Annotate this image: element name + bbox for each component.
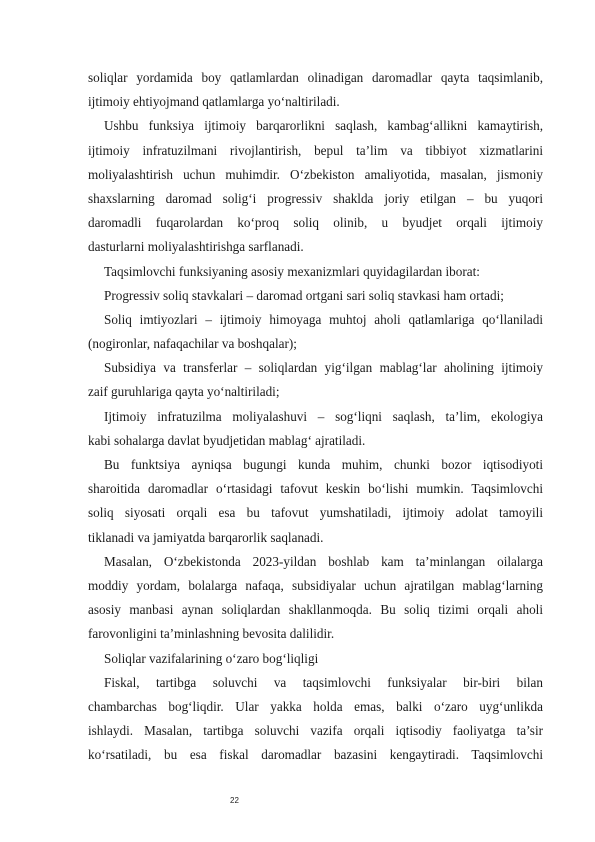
text-line: ijtimoiy infratuzilmani rivojlantirish, bepul ta’lim va tibbiyot xizmatlarini — [88, 142, 543, 158]
text-line: Subsidiya va transferlar – soliqlardan yig‘ilgan mablag‘lar aholining ijtimoiy — [104, 360, 543, 376]
text-line: kabi sohalarga davlat byudjetidan mablag‘ ajratiladi. — [88, 432, 366, 448]
text-line: Bu funktsiya ayniqsa bugungi kunda muhim, chunki bozor iqtisodiyoti — [104, 457, 543, 472]
text-line: tiklanadi va jamiyatda barqarorlik saqlanadi. — [88, 529, 324, 545]
text-line: soliqlar yordamida boy qatlamlardan olinadigan daromadlar qayta taqsimlanib, — [88, 70, 543, 85]
text-line: asosiy manbasi aynan soliqlardan shakllanmoqda. Bu soliq tizimi orqali aholi — [88, 602, 543, 618]
text-line: moddiy yordam, bolalarga nafaqa, subsidiyalar uchun ajratilgan mablag‘larning — [88, 577, 543, 593]
text-line: Ushbu funksiya ijtimoiy barqarorlikni saqlash, kambag‘allikni kamaytirish, — [104, 118, 543, 134]
text-line: Soliqlar vazifalarining o‘zaro bog‘liqligi — [104, 650, 319, 666]
text-line: (nogironlar, nafaqachilar va boshqalar); — [88, 336, 297, 352]
text-line: Soliq imtiyozlari – ijtimoiy himoyaga muhtoj aholi qatlamlariga qo‘llaniladi — [104, 311, 543, 327]
document-body — [88, 66, 543, 767]
text-line: Progressiv soliq stavkalari – daromad ortgani sari soliq stavkasi ham ortadi; — [104, 287, 504, 303]
text-line: ishlaydi. Masalan, tartibga soluvchi vazifa orqali iqtisodiy faoliyatga ta’sir — [88, 723, 543, 739]
text-line: farovonligini ta’minlashning bevosita dalilidir. — [88, 626, 335, 642]
text-line: Taqsimlovchi funksiyaning asosiy mexanizmlari quyidagilardan iborat: — [104, 263, 480, 279]
text-line: moliyalashtirish uchun muhimdir. O‘zbekiston amaliyotida, masalan, jismoniy — [88, 166, 543, 182]
text-line: chambarchas bog‘liqdir. Ular yakka holda emas, balki o‘zaro uyg‘unlikda — [88, 698, 543, 714]
text-line: ijtimoiy ehtiyojmand qatlamlarga yo‘naltiriladi. — [88, 94, 340, 110]
text-line: Ijtimoiy infratuzilma moliyalashuvi – sog‘liqni saqlash, ta’lim, ekologiya — [104, 408, 543, 424]
text-line: zaif guruhlariga qayta yo‘naltiriladi; — [88, 384, 280, 400]
page-number: 22 — [230, 796, 239, 805]
text-line: daromadli fuqarolardan ko‘proq soliq olinib, u byudjet orqali ijtimoiy — [88, 215, 543, 231]
text-line: Masalan, O‘zbekistonda 2023-yildan boshlab kam ta’minlangan oilalarga — [104, 553, 543, 569]
text-line: soliq siyosati orqali esa bu tafovut yumshatiladi, ijtimoiy adolat tamoyili — [88, 505, 543, 521]
text-line: sharoitida daromadlar o‘rtasidagi tafovut keskin bo‘lishi mumkin. Taqsimlovchi — [88, 481, 543, 497]
text-line: ko‘rsatiladi, bu esa fiskal daromadlar bazasini kengaytiradi. Taqsimlovchi — [88, 747, 543, 763]
text-line: Fiskal, tartibga soluvchi va taqsimlovchi funksiyalar bir-biri bilan — [104, 674, 543, 690]
text-line: shaxslarning daromad solig‘i progressiv shaklda joriy etilgan – bu yuqori — [88, 190, 543, 206]
text-line: dasturlarni moliyalashtirishga sarflanadi. — [88, 239, 304, 255]
